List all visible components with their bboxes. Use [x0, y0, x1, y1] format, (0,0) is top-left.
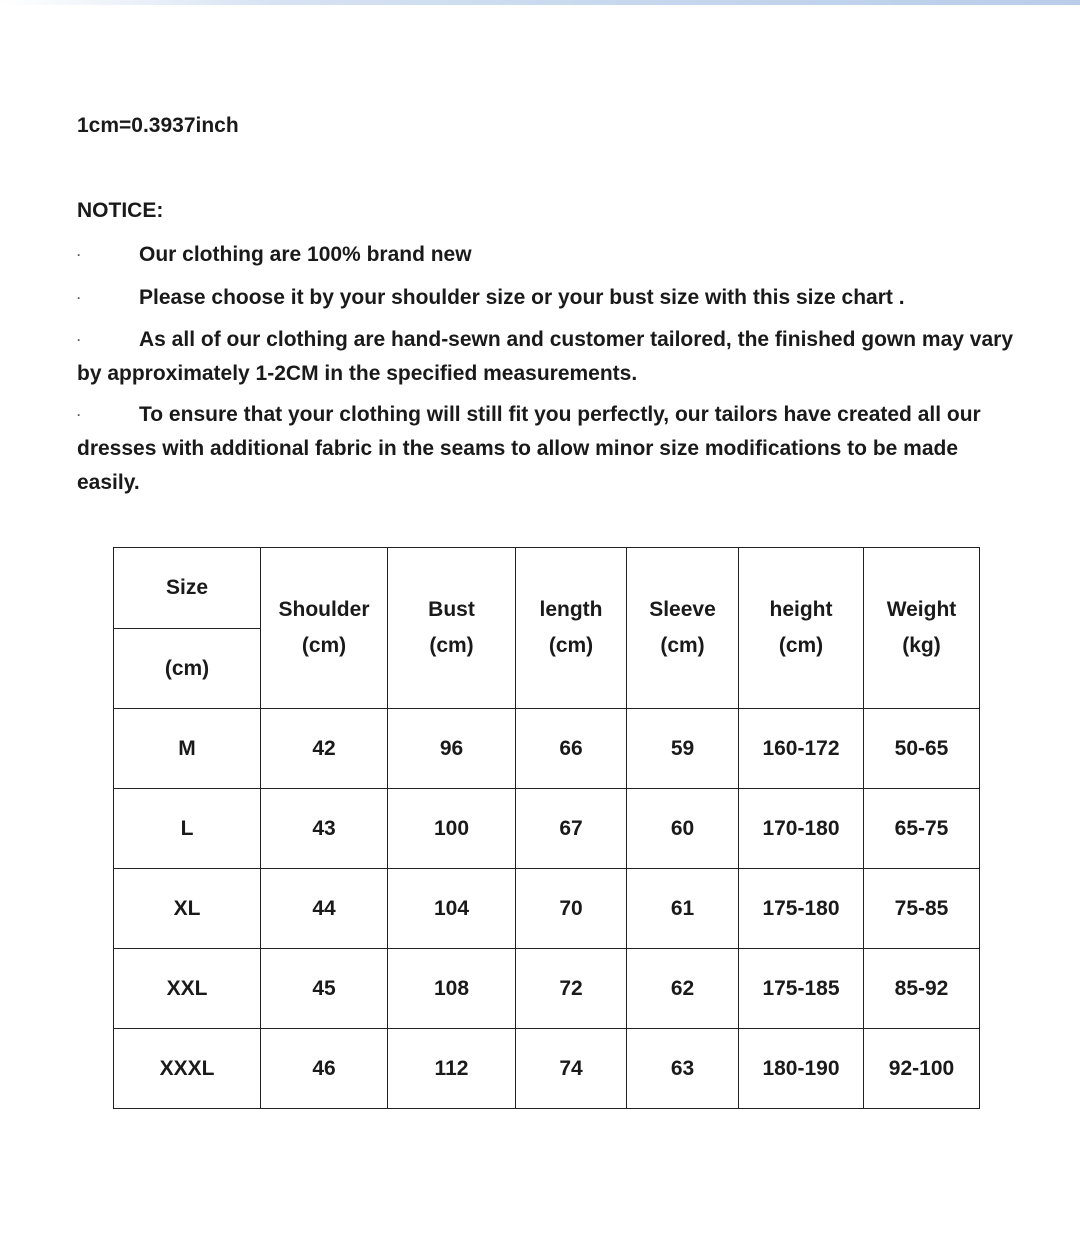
table-cell-size: L — [114, 789, 261, 869]
table-cell: 70 — [516, 869, 627, 949]
table-cell: 42 — [261, 709, 388, 789]
table-cell: 45 — [261, 949, 388, 1029]
column-name: Shoulder — [278, 598, 370, 621]
table-cell: 112 — [388, 1029, 516, 1109]
notice-item-text: Our clothing are 100% brand new — [139, 243, 472, 266]
table-cell-size: XXXL — [114, 1029, 261, 1109]
table-cell: 61 — [627, 869, 739, 949]
column-header-bust — [388, 548, 516, 709]
notice-item-text: To ensure that your clothing will still fit you perfectly, our tailors have created all our dresses with additional fabric in the seams to allow minor size modifications to be made easily. — [77, 403, 981, 495]
table-cell: 108 — [388, 949, 516, 1029]
size-header-cell: Size — [114, 548, 261, 629]
column-unit: (cm) — [548, 634, 594, 657]
bullet-dot-icon: · — [77, 247, 81, 262]
table-cell-size: XL — [114, 869, 261, 949]
table-row — [114, 949, 980, 1029]
table-cell: 72 — [516, 949, 627, 1029]
table-cell: 62 — [627, 949, 739, 1029]
table-cell: 104 — [388, 869, 516, 949]
table-cell: 63 — [627, 1029, 739, 1109]
column-header-sleeve — [627, 548, 739, 709]
notice-title: NOTICE: — [77, 199, 164, 222]
table-cell: 50-65 — [864, 709, 980, 789]
table-cell: 170-180 — [739, 789, 864, 869]
notice-item-text: Please choose it by your shoulder size or your bust size with this size chart . — [139, 286, 905, 309]
column-name: Weight — [886, 598, 957, 621]
notice-item-text: As all of our clothing are hand-sewn and customer tailored, the finished gown may vary by approximately 1-2CM in the specified measurements. — [77, 328, 1013, 385]
table-cell: 180-190 — [739, 1029, 864, 1109]
table-cell: 100 — [388, 789, 516, 869]
column-header-weight — [864, 548, 980, 709]
size-chart-table — [113, 547, 980, 1109]
table-cell: 160-172 — [739, 709, 864, 789]
column-unit: (cm) — [301, 634, 347, 657]
table-cell: 44 — [261, 869, 388, 949]
size-unit-cell: (cm) — [114, 629, 261, 709]
column-header-length — [516, 548, 627, 709]
notice-item — [77, 398, 1017, 500]
column-name: length — [539, 598, 603, 621]
table-cell: 46 — [261, 1029, 388, 1109]
top-accent-bar — [0, 0, 1080, 5]
table-row — [114, 869, 980, 949]
bullet-dot-icon: · — [77, 408, 81, 423]
table-cell: 75-85 — [864, 869, 980, 949]
column-unit: (cm) — [778, 634, 824, 657]
table-cell: 59 — [627, 709, 739, 789]
table-cell: 85-92 — [864, 949, 980, 1029]
column-name: Bust — [428, 598, 475, 621]
notice-item — [77, 281, 1017, 315]
table-cell: 92-100 — [864, 1029, 980, 1109]
table-header-row — [114, 548, 980, 629]
table-cell: 175-180 — [739, 869, 864, 949]
column-unit: (cm) — [429, 634, 474, 657]
table-cell: 74 — [516, 1029, 627, 1109]
table-cell: 65-75 — [864, 789, 980, 869]
table-cell: 96 — [388, 709, 516, 789]
notice-item — [77, 323, 1017, 390]
column-header-height — [739, 548, 864, 709]
table-row — [114, 1029, 980, 1109]
bullet-dot-icon: · — [77, 290, 81, 305]
table-cell: 60 — [627, 789, 739, 869]
column-unit: (kg) — [902, 634, 941, 657]
unit-conversion-note: 1cm=0.3937inch — [77, 114, 239, 137]
table-row — [114, 709, 980, 789]
column-name: height — [769, 598, 833, 621]
table-cell: 175-185 — [739, 949, 864, 1029]
column-unit: (cm) — [660, 634, 705, 657]
table-cell: 67 — [516, 789, 627, 869]
column-header-shoulder — [261, 548, 388, 709]
notice-item — [77, 238, 1017, 272]
table-cell: 66 — [516, 709, 627, 789]
table-cell-size: XXL — [114, 949, 261, 1029]
table-row — [114, 789, 980, 869]
table-cell: 43 — [261, 789, 388, 869]
table-cell-size: M — [114, 709, 261, 789]
bullet-dot-icon: · — [77, 332, 81, 347]
column-name: Sleeve — [649, 598, 716, 621]
